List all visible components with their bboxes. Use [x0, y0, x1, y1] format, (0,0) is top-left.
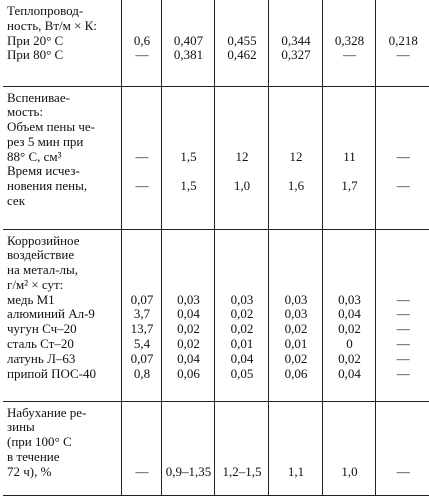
value: —	[396, 365, 410, 381]
metal-label: сталь Ст–20	[7, 336, 74, 352]
value-cell	[121, 0, 161, 86]
value: 0,04	[338, 306, 361, 322]
value-cell	[214, 229, 268, 401]
value: 0,407	[173, 32, 204, 48]
value-cell	[268, 86, 322, 229]
value-cell	[375, 401, 429, 495]
label-line: 88° С, см³	[7, 148, 62, 164]
value: 13,7	[130, 321, 154, 337]
value: 0,381	[173, 47, 204, 63]
value: 0,04	[177, 350, 200, 366]
value: 0,06	[177, 365, 200, 381]
metal-label: латунь Л–63	[7, 350, 76, 366]
value: 0,462	[227, 47, 257, 63]
value-cell	[121, 401, 161, 495]
value-cell	[214, 401, 268, 495]
value: 0,8	[133, 365, 151, 381]
label-line: ность, Вт/м × К:	[7, 17, 97, 33]
value: 0,06	[284, 365, 308, 381]
value-cell	[214, 86, 268, 229]
value: 0,6	[133, 32, 151, 48]
value: 0,02	[338, 321, 361, 337]
value: 0,03	[230, 291, 254, 307]
label-line: Время исчез-	[7, 163, 80, 179]
label-cell	[3, 86, 121, 229]
label-line: новения пены,	[7, 178, 88, 194]
value: —	[396, 291, 410, 307]
value: 0,04	[230, 350, 254, 366]
value: 0,328	[334, 32, 365, 48]
value: —	[135, 178, 149, 194]
value: 1,7	[341, 178, 358, 194]
value-cell	[268, 0, 322, 86]
label-line: зины	[7, 419, 35, 435]
value: —	[396, 336, 410, 352]
label-line: на метал-лы,	[7, 262, 78, 278]
label-cell	[3, 229, 121, 401]
value: 1,2–1,5	[222, 463, 262, 479]
value-cell	[322, 0, 375, 86]
metal-label: припой ПОС-40	[7, 365, 97, 381]
value: —	[135, 47, 149, 63]
value: —	[343, 47, 356, 63]
value: —	[396, 178, 410, 194]
value-cell	[121, 86, 161, 229]
label-line: мость:	[7, 104, 44, 120]
label-line: 72 ч), %	[7, 463, 52, 479]
metal-label: алюминий Ал-9	[7, 306, 95, 322]
label-line: Набухание ре-	[7, 404, 87, 420]
value-cell	[214, 0, 268, 86]
value: 0,03	[177, 291, 200, 307]
value: 1,5	[180, 178, 197, 194]
value: 0,327	[281, 47, 311, 63]
value-cell	[161, 86, 214, 229]
value: 0,07	[130, 291, 154, 307]
label-line: воздействие	[7, 247, 75, 263]
label-cell	[3, 401, 121, 495]
value: 1,1	[287, 463, 305, 479]
value: 0,03	[284, 306, 308, 322]
value-cell	[322, 229, 375, 401]
value: 1,5	[180, 148, 197, 164]
value: 0,04	[177, 306, 200, 322]
value: 0,02	[177, 321, 200, 337]
label-line: При 80° С	[7, 47, 64, 63]
value: 12	[235, 148, 249, 164]
value: —	[396, 350, 410, 366]
value: 0,04	[338, 365, 361, 381]
value: 0,07	[130, 350, 154, 366]
value: 0,02	[338, 350, 361, 366]
label-line: г/м² × сут:	[7, 276, 64, 292]
metal-label: медь М1	[7, 291, 55, 307]
label-line: сек	[7, 193, 26, 209]
value-cell	[121, 229, 161, 401]
value-cell	[322, 86, 375, 229]
metal-label: чугун Сч–20	[7, 321, 77, 337]
value: 0,344	[281, 32, 311, 48]
value: —	[396, 463, 410, 479]
value: 1,6	[287, 178, 305, 194]
label-line: (при 100° С	[7, 434, 72, 450]
value-cell	[375, 229, 429, 401]
label-line: Коррозийное	[7, 232, 80, 248]
value-cell	[375, 0, 429, 86]
value: —	[135, 148, 149, 164]
value: 5,4	[133, 336, 151, 352]
value: 0,02	[230, 321, 254, 337]
value: 0	[346, 336, 353, 352]
value: —	[135, 463, 149, 479]
value: 0,02	[284, 321, 308, 337]
value-cell	[375, 86, 429, 229]
value: 0,02	[177, 336, 200, 352]
value: —	[396, 47, 410, 63]
value: —	[396, 306, 410, 322]
value: 0,455	[227, 32, 257, 48]
value: 11	[343, 148, 356, 164]
section-thermal	[3, 0, 429, 86]
label-line: При 20° С	[7, 32, 64, 48]
value: 0,9–1,35	[165, 463, 212, 479]
value-cell	[322, 401, 375, 495]
value: 0,01	[284, 336, 308, 352]
value: 0,03	[284, 291, 308, 307]
value-cell	[268, 401, 322, 495]
value: 0,01	[230, 336, 254, 352]
value: 0,02	[284, 350, 308, 366]
label-line: Теплопровод-	[7, 3, 84, 18]
value: 0,05	[230, 365, 254, 381]
value: 12	[289, 148, 303, 164]
label-line: в течение	[7, 448, 60, 464]
label-line: рез 5 мин при	[7, 133, 84, 149]
label-line: Вспенивае-	[7, 89, 70, 105]
value-cell	[161, 0, 214, 86]
section-corrosion	[3, 229, 429, 401]
label-cell	[3, 0, 121, 86]
value: —	[396, 148, 410, 164]
value: 0,218	[388, 32, 418, 48]
value: —	[396, 321, 410, 337]
value-cell	[268, 229, 322, 401]
value: 0,02	[230, 306, 254, 322]
properties-table	[3, 0, 429, 496]
section-foaming	[3, 86, 429, 229]
value-cell	[161, 229, 214, 401]
label-line: Объем пены че-	[7, 119, 95, 135]
value: 3,7	[133, 306, 151, 322]
value: 1,0	[341, 463, 358, 479]
section-swelling	[3, 401, 429, 495]
value: 1,0	[233, 178, 251, 194]
value-cell	[161, 401, 214, 495]
value: 0,03	[338, 291, 361, 307]
